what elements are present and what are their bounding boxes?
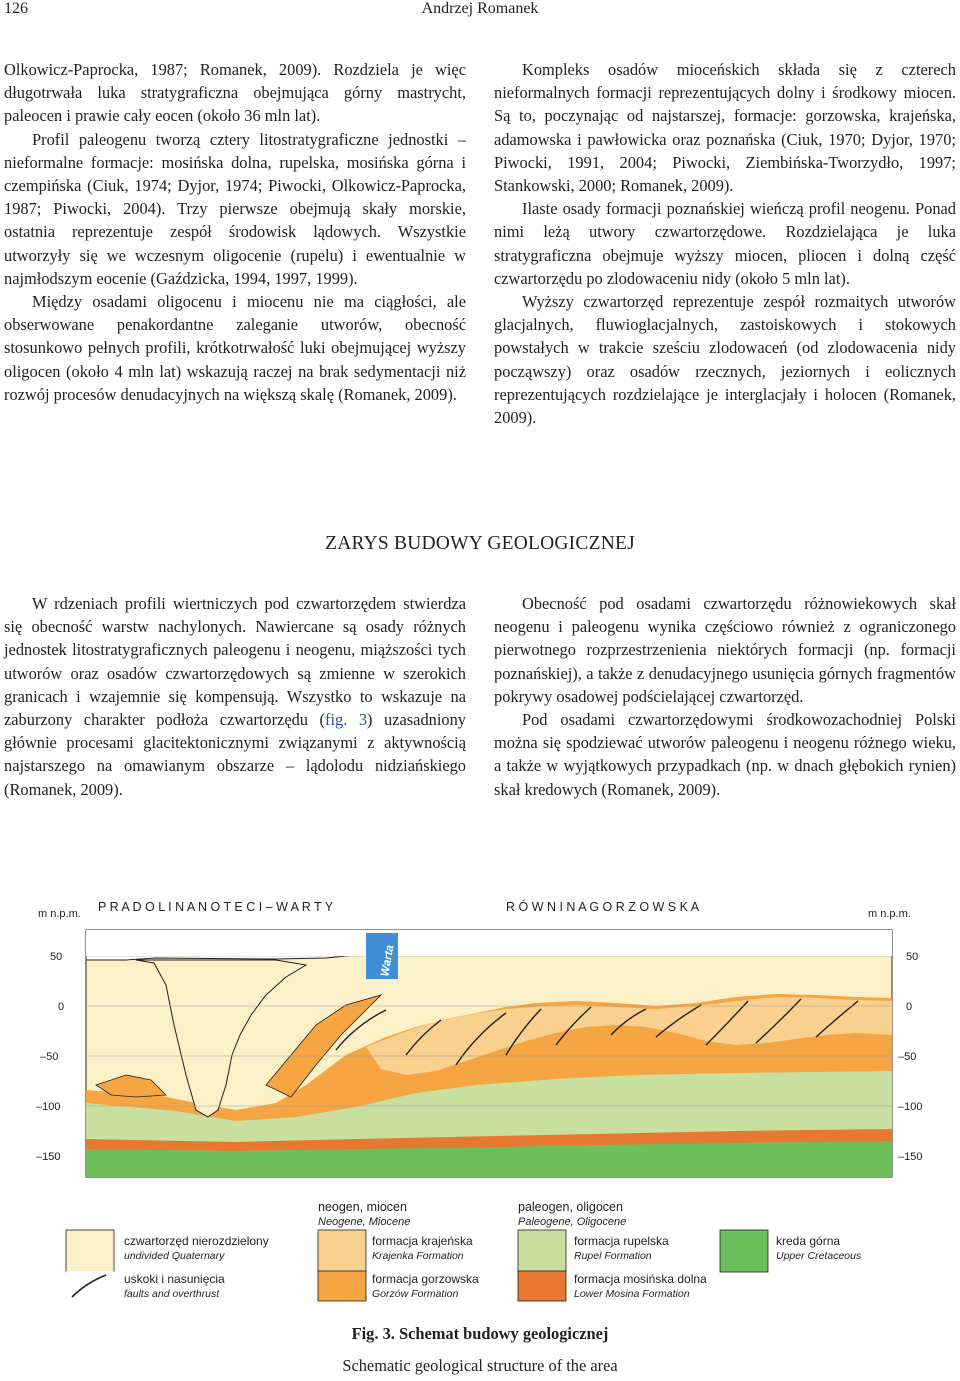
legend-label: formacja rupelska — [574, 1234, 669, 1248]
right-column-top — [494, 58, 956, 429]
legend-group-neogene-en: Neogene, Miocene — [318, 1216, 411, 1228]
scale-label: –50 — [40, 1051, 59, 1063]
legend-label-en: Rupel Formation — [574, 1250, 652, 1262]
paragraph: Olkowicz-Paprocka, 1987; Romanek, 2009). Rozdziela je więc długotrwała luka stratygraficzna obejmująca górny mastrycht, paleocen i prawie cały eocen (około 36 mln lat). — [4, 60, 466, 126]
left-scale — [36, 951, 64, 1163]
legend-swatch-krajenka — [318, 1230, 366, 1272]
scale-label: –150 — [898, 1151, 923, 1163]
paragraph: Obecność pod osadami czwartorzędu różnowiekowych skał neogenu i paleogenu wynika częściowo również z ograniczonego pierwotnego rozprzestrzenienia niektórych formacji (np. formacji poznańskiej), a także z denudacyjnego usunięcia górnych fragmentów pokrywy osadowej podścielającej czwartorzęd. — [494, 594, 956, 706]
legend-swatch-rupel — [518, 1230, 566, 1272]
paragraph: Ilaste osady formacji poznańskiej wieńczą profil neogenu. Ponad nimi leżą utwory czwartorzędowe. Rozdzielająca je luka stratygraficzna obejmuje wyższy miocen, pliocen i dolną część czwartorzędu po zlodowaceniu nidy (około 5 mln lat). — [494, 199, 956, 288]
paragraph: Pod osadami czwartorzędowymi środkowozachodniej Polski można się spodziewać utworów paleogenu i neogenu różnego wieku, a także w wyjątkowych przypadkach (np. w dnach głębokich rynien) skał kredowych (Romanek, 2009). — [494, 710, 956, 799]
legend-label-en: faults and overthrust — [124, 1288, 220, 1300]
figure-caption-en: Schematic geological structure of the area — [342, 1356, 618, 1375]
legend-group-neogene: neogen, miocen — [318, 1200, 407, 1214]
right-scale — [898, 951, 922, 1163]
section-heading: ZARYS BUDOWY GEOLOGICZNEJ — [325, 533, 635, 554]
unit-left-label: m n.p.m. — [38, 908, 81, 920]
left-column-top — [4, 58, 466, 406]
legend-swatch-mosina — [518, 1271, 566, 1301]
region-left-label: P R A D O L I N A N O T E C I – W A R T Y — [98, 900, 334, 914]
legend-swatch-gorzow — [318, 1271, 366, 1301]
paragraph: Między osadami oligocenu i miocenu nie ma ciągłości, ale obserwowane penakordantne zaleganie utworów, obecność stosunkowo pełnych profili, krótkotrwałość luki obejmującej wyższy oligocen (około 4 mln lat) wskazują raczej na brak sedymentacji niż rozwój procesów denudacyjnych na większą skalę (Romanek, 2009). — [4, 292, 466, 404]
legend-swatch-cretaceous — [720, 1230, 768, 1272]
paragraph: Profil paleogenu tworzą cztery litostratygraficzne jednostki – nieformalne formacje: mosińska dolna, rupelska, mosińska górna i czempińska (Ciuk, 1974; Dyjor, 1974; Piwocki, Olkowicz-Paprocka, 1987; Piwocki, 2004). Trzy pierwsze obejmują skały morskie, ostatnia reprezentuje zespół środowisk lądowych. Wszystkie utworzyły się we wczesnym oligocenie (rupelu) i ewentualnie w najmłodszym eocenie (Gaździcka, 1994, 1997, 1999). — [4, 129, 466, 288]
scale-label: 50 — [50, 951, 63, 963]
legend-label-en: Lower Mosina Formation — [574, 1288, 690, 1300]
scale-label: –50 — [898, 1051, 917, 1063]
figure-caption: Fig. 3. Schemat budowy geologicznej — [351, 1324, 609, 1343]
right-column-bottom — [494, 592, 956, 801]
legend-label-en: undivided Quaternary — [124, 1250, 225, 1262]
figure-reference-link[interactable]: fig. 3 — [325, 710, 368, 730]
paragraph-text: ) uzasadniony głównie procesami glacitektonicznymi związanymi z aktywnością najstarszego na omawianym obszarze – lądolodu nidziańskiego (Romanek, 2009). — [4, 710, 466, 799]
region-right-label: R Ó W N I N A G O R Z O W S K A — [506, 900, 700, 914]
scale-label: 50 — [906, 951, 919, 963]
legend-label-en: Krajenka Formation — [372, 1250, 464, 1262]
legend-label: formacja mosińska dolna — [574, 1272, 707, 1286]
scale-label: –100 — [36, 1101, 61, 1113]
geological-figure — [36, 885, 924, 1315]
left-column-bottom — [4, 592, 466, 801]
legend-label: uskoki i nasunięcia — [124, 1272, 225, 1286]
legend-group-paleogene-en: Paleogene, Oligocene — [518, 1216, 627, 1228]
legend-label-en: Upper Cretaceous — [776, 1250, 862, 1262]
legend-label: formacja gorzowska — [372, 1272, 479, 1286]
legend-label-en: Gorzów Formation — [372, 1288, 459, 1300]
running-author: Andrzej Romanek — [421, 0, 539, 17]
paragraph-text: W rdzeniach profili wiertniczych pod czwartorzędem stwierdza się obecność warstw nachylonych. Nawiercane są osady różnych jednostek litostratygraficznych paleogenu i neogenu, miąższości tych utworów oraz osadów czwartorzędowych są zmienne w szerokich granicach i wzajemnie się kompensują. Wszystko to wskazuje na zaburzony charakter podłoża czwartorzędu ( — [4, 594, 466, 730]
legend-swatch-quaternary — [66, 1230, 114, 1272]
scale-label: 0 — [58, 1001, 65, 1013]
paragraph — [4, 592, 466, 801]
scale-label: 0 — [906, 1001, 913, 1013]
scale-label: –100 — [898, 1101, 923, 1113]
legend-label: kreda górna — [776, 1234, 841, 1248]
warta-label: Warta — [379, 944, 397, 978]
legend-swatch-faults — [66, 1271, 114, 1301]
scale-label: –150 — [36, 1151, 61, 1163]
unit-right-label: m n.p.m. — [868, 908, 911, 920]
paragraph: Kompleks osadów mioceńskich składa się z czterech nieformalnych formacji reprezentujących dolny i środkowy miocen. Są to, poczynając od najstarszej, formacje: gorzowska, krajeńska, adamowska i pawłowicka oraz poznańska (Ciuk, 1970; Dyjor, 1970; Piwocki, 1991, 2004; Piwocki, Ziembińska-Tworzydło, 1997; Stankowski, 2000; Romanek, 2009). — [494, 60, 956, 196]
page-number: 126 — [4, 0, 28, 17]
legend-label: formacja krajeńska — [372, 1234, 473, 1248]
legend-group-paleogene: paleogen, oligocen — [518, 1200, 623, 1214]
paragraph: Wyższy czwartorzęd reprezentuje zespół rozmaitych utworów glacjalnych, fluwioglacjalnych, zastoiskowych i stokowych powstałych w trakcie sześciu zlodowaceń (od zlodowacenia nidy począwszy) oraz osadów rzecznych, jeziornych i eolicznych reprezentujących rozdzielające je interglacjały i holocen (Romanek, 2009). — [494, 292, 956, 428]
running-header — [0, 0, 960, 22]
legend-label: czwartorzęd nierozdzielony — [124, 1234, 269, 1248]
cross-section-svg — [36, 885, 924, 1315]
